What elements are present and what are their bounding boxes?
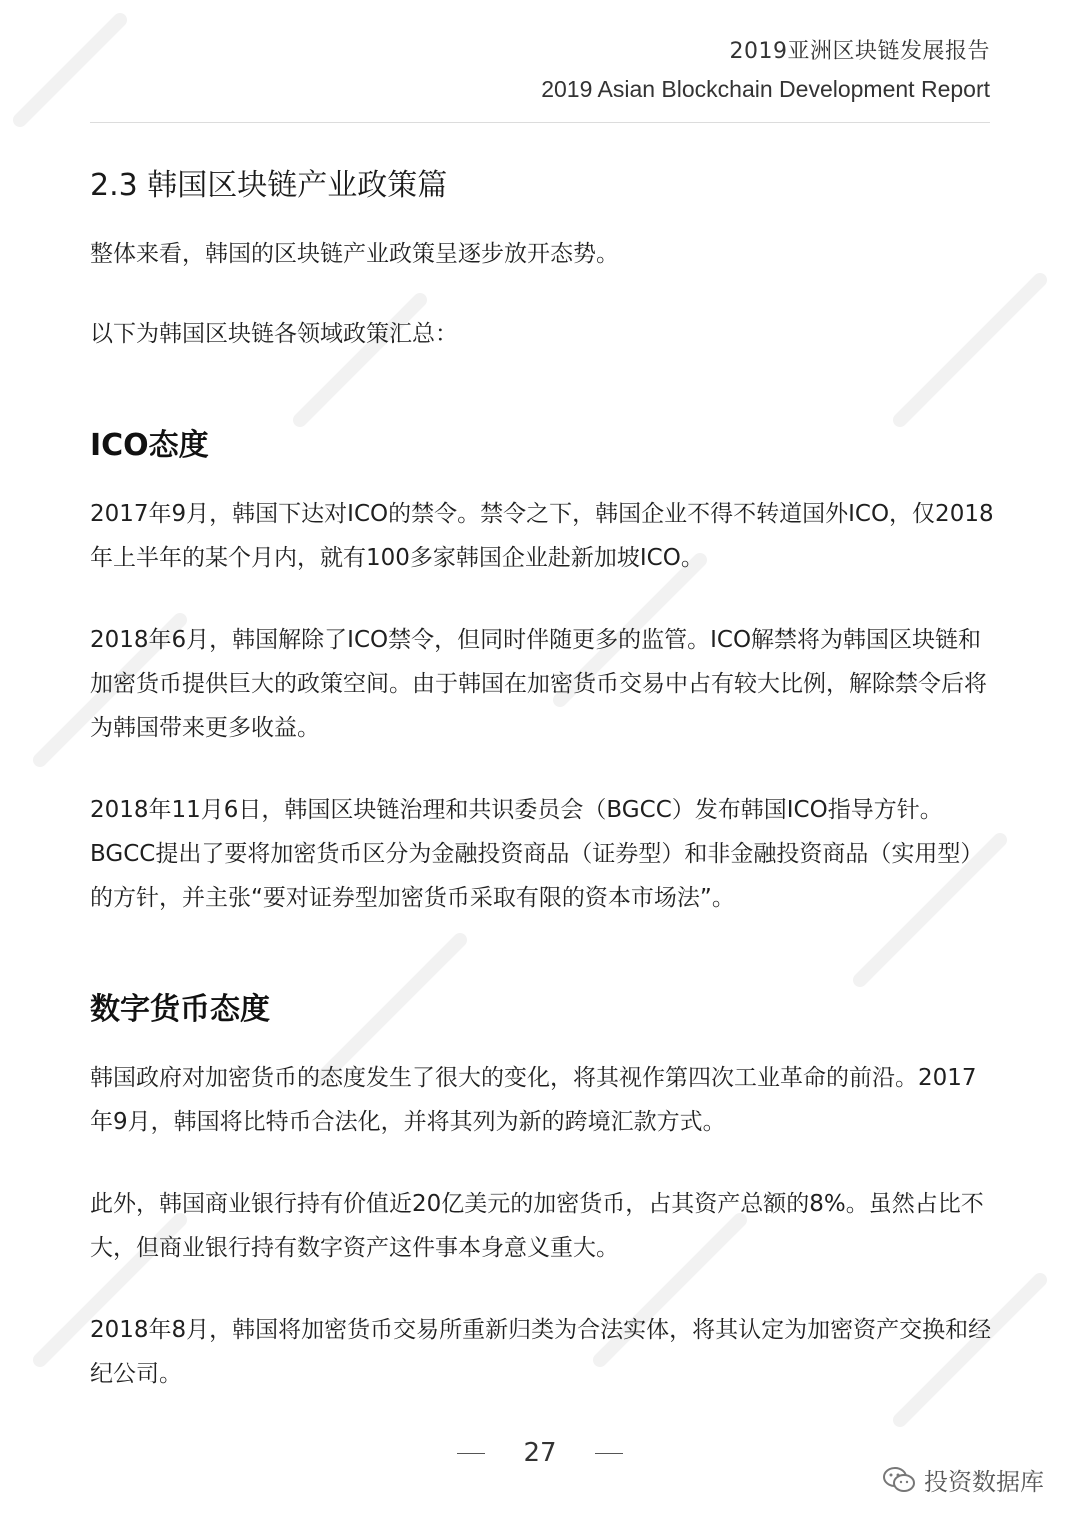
ico-heading: ICO态度 [90, 428, 209, 463]
digital-paragraph-2: 此外，韩国商业银行持有价值近20亿美元的加密货币，占其资产总额的8%。虽然占比不大，但商业银行持有数字资产这件事本身意义重大。 [90, 1191, 984, 1261]
wechat-icon [882, 1466, 916, 1494]
summary-intro: 以下为韩国区块链各领域政策汇总： [90, 321, 458, 347]
digital-paragraph-1: 韩国政府对加密货币的态度发生了很大的变化，将其视作第四次工业革命的前沿。2017年9月，韩国将比特币合法化，并将其列为新的跨境汇款方式。 [90, 1065, 977, 1135]
report-title-cn: 2019亚洲区块链发展报告 [729, 39, 990, 64]
footer-dash-right [595, 1453, 623, 1454]
header-divider [90, 122, 990, 123]
page-number: 27 [523, 1438, 557, 1468]
ico-paragraph-1: 2017年9月，韩国下达对ICO的禁令。禁令之下，韩国企业不得不转道国外ICO，仅2018年上半年的某个月内，就有100多家韩国企业赴新加坡ICO。 [90, 501, 994, 571]
ico-paragraph-3: 2018年11月6日，韩国区块链治理和共识委员会（BGCC）发布韩国ICO指导方针。BGCC提出了要将加密货币区分为金融投资商品（证券型）和非金融投资商品（实用型）的方针，并主张“要对证券型加密货币采取有限的资本市场法”。 [90, 797, 984, 911]
digital-currency-heading: 数字货币态度 [90, 992, 270, 1027]
report-title-en: 2019 Asian Blockchain Development Report [541, 76, 990, 102]
section-title: 2.3 韩国区块链产业政策篇 [90, 168, 448, 203]
brand-watermark [882, 1462, 1044, 1497]
ico-paragraph-2: 2018年6月，韩国解除了ICO禁令，但同时伴随更多的监管。ICO解禁将为韩国区块链和加密货币提供巨大的政策空间。由于韩国在加密货币交易中占有较大比例，解除禁令后将为韩国带来更多收益。 [90, 627, 987, 741]
brand-name: 投资数据库 [924, 1468, 1044, 1496]
intro-paragraph: 整体来看，韩国的区块链产业政策呈逐步放开态势。 [90, 241, 619, 267]
digital-paragraph-3: 2018年8月，韩国将加密货币交易所重新归类为合法实体，将其认定为加密资产交换和经纪公司。 [90, 1317, 992, 1387]
footer-dash-left [457, 1453, 485, 1454]
